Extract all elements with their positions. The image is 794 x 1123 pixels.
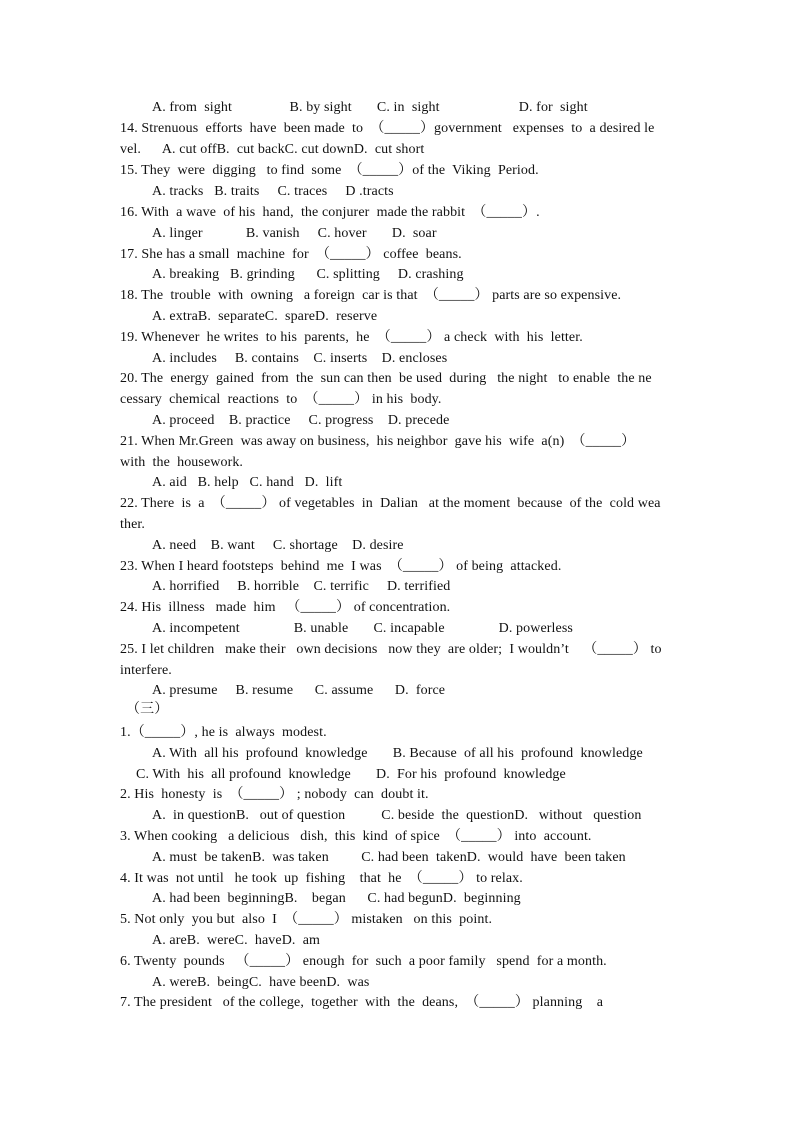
q13-options: A. from sight B. by sight C. in sight D. for sight (152, 100, 588, 115)
q22-options: A. need B. want C. shortage D. desire (152, 538, 404, 553)
q20-stem: 20. The energy gained from the sun can then be used during the night to enable the ne (120, 371, 652, 386)
q24-stem: 24. His illness made him （_____） of concentration. (120, 600, 451, 615)
s3-q6-options: A. wereB. beingC. have beenD. was (152, 975, 370, 990)
section-heading: （三） (126, 702, 169, 717)
s3-q4-stem: 4. It was not until he took up fishing that he （_____） to relax. (120, 871, 523, 886)
q21-stem-cont: with the housework. (120, 455, 244, 470)
q17-stem: 17. She has a small machine for （_____） coffee beans. (120, 247, 462, 262)
q25-stem-cont: interfere. (120, 663, 172, 678)
s3-q2-stem: 2. His honesty is （_____） ; nobody can doubt it. (120, 787, 429, 802)
s3-q2-options: A. in questionB. out of question C. beside the questionD. without question (152, 808, 642, 823)
q23-stem: 23. When I heard footsteps behind me I was （_____） of being attacked. (120, 559, 562, 574)
q15-options: A. tracks B. traits C. traces D .tracts (152, 184, 394, 199)
s3-q3-options: A. must be takenB. was taken C. had been takenD. would have been taken (152, 850, 626, 865)
q25-options: A. presume B. resume C. assume D. force (152, 683, 446, 698)
q18-options: A. extraB. separateC. spareD. reserve (152, 309, 378, 324)
q16-options: A. linger B. vanish C. hover D. soar (152, 226, 437, 241)
q21-stem: 21. When Mr.Green was away on business, his neighbor gave his wife a(n) （_____） (120, 434, 636, 449)
q20-stem-cont: cessary chemical reactions to （_____） in his body. (120, 392, 442, 407)
q25-stem: 25. I let children make their own decisions now they are older; I wouldn’t （_____） to (120, 642, 662, 657)
s3-q5-stem: 5. Not only you but also I （_____） mistaken on this point. (120, 912, 493, 927)
q22-stem: 22. There is a （_____） of vegetables in Dalian at the moment because of the cold wea (120, 496, 661, 511)
s3-q3-stem: 3. When cooking a delicious dish, this kind of spice （_____） into account. (120, 829, 592, 844)
q16-stem: 16. With a wave of his hand, the conjurer made the rabbit （_____）. (120, 205, 540, 220)
q19-options: A. includes B. contains C. inserts D. encloses (152, 351, 448, 366)
q15-stem: 15. They were digging to find some （_____）of the Viking Period. (120, 163, 539, 178)
s3-q6-stem: 6. Twenty pounds （_____） enough for such a poor family spend for a month. (120, 954, 607, 969)
q14-stem-cont-options: vel. A. cut offB. cut backC. cut downD. cut short (120, 142, 425, 157)
s3-q1-options-ab: A. With all his profound knowledge B. Because of all his profound knowledge (152, 746, 643, 761)
q24-options: A. incompetent B. unable C. incapable D. powerless (152, 621, 573, 636)
s3-q5-options: A. areB. wereC. haveD. am (152, 933, 321, 948)
s3-q7-stem: 7. The president of the college, together with the deans, （_____） planning a (120, 995, 604, 1010)
q19-stem: 19. Whenever he writes to his parents, he （_____） a check with his letter. (120, 330, 583, 345)
q20-options: A. proceed B. practice C. progress D. precede (152, 413, 450, 428)
s3-q1-options-cd: C. With his all profound knowledge D. For his profound knowledge (136, 767, 566, 782)
q18-stem: 18. The trouble with owning a foreign car is that （_____） parts are so expensive. (120, 288, 622, 303)
s3-q4-options: A. had been beginningB. began C. had begunD. beginning (152, 891, 521, 906)
q14-stem: 14. Strenuous efforts have been made to （_____）government expenses to a desired le (120, 121, 655, 136)
s3-q1-stem: 1.（_____）, he is always modest. (120, 725, 327, 740)
q23-options: A. horrified B. horrible C. terrific D. terrified (152, 579, 451, 594)
q17-options: A. breaking B. grinding C. splitting D. crashing (152, 267, 464, 282)
q21-options: A. aid B. help C. hand D. lift (152, 475, 343, 490)
q22-stem-cont: ther. (120, 517, 145, 532)
